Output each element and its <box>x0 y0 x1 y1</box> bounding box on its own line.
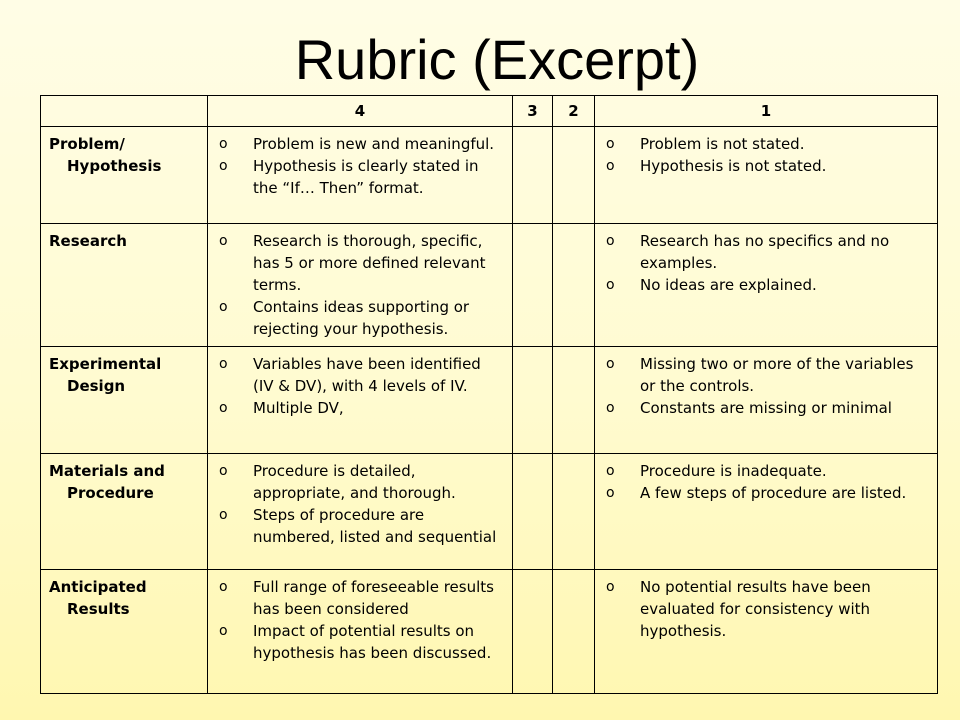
criteria-list <box>216 230 504 340</box>
criteria-item <box>603 230 929 274</box>
score-3-cell <box>513 127 553 224</box>
criteria-list <box>603 133 929 177</box>
rubric-body <box>41 127 938 694</box>
criteria-text: Contains ideas supporting or rejecting your hypothesis. <box>253 298 470 338</box>
criteria-text: Problem is not stated. <box>640 135 805 153</box>
criterion-label <box>41 454 208 570</box>
criterion-label <box>41 127 208 224</box>
score-3-cell <box>513 570 553 694</box>
criteria-list <box>216 353 504 419</box>
score-2-cell <box>553 127 595 224</box>
criterion-label-line1: Experimental <box>49 355 162 373</box>
criteria-text: Constants are missing or minimal <box>640 399 892 417</box>
header-cell-1: 1 <box>595 96 938 127</box>
score-2-cell <box>553 224 595 347</box>
criteria-text: Research is thorough, specific, has 5 or more defined relevant terms. <box>253 232 486 294</box>
criterion-label-line1: Anticipated <box>49 578 147 596</box>
bullet-icon: o <box>219 463 228 479</box>
rubric-row <box>41 224 938 347</box>
criterion-label-line2: Procedure <box>67 484 154 502</box>
criteria-item <box>603 155 929 177</box>
criteria-text: No potential results have been evaluated for consistency with hypothesis. <box>640 578 871 640</box>
score-4-cell <box>208 347 513 454</box>
criteria-list <box>603 230 929 296</box>
criteria-text: Multiple DV, <box>253 399 344 417</box>
bullet-icon: o <box>219 400 228 416</box>
score-2-cell <box>553 454 595 570</box>
criteria-list <box>603 460 929 504</box>
criteria-text: Full range of foreseeable results has been considered <box>253 578 494 618</box>
criterion-label-line2: Design <box>67 377 126 395</box>
score-4-cell <box>208 127 513 224</box>
rubric-table <box>40 95 938 694</box>
bullet-icon: o <box>219 233 228 249</box>
bullet-icon: o <box>606 233 615 249</box>
header-cell-criteria <box>41 96 208 127</box>
criteria-item <box>216 576 504 620</box>
criteria-text: Hypothesis is clearly stated in the “If… Then” format. <box>253 157 479 197</box>
score-1-cell <box>595 224 938 347</box>
criterion-label <box>41 224 208 347</box>
score-3-cell <box>513 347 553 454</box>
bullet-icon: o <box>606 485 615 501</box>
criteria-text: Steps of procedure are numbered, listed and sequential <box>253 506 497 546</box>
criteria-item <box>603 353 929 397</box>
rubric-row <box>41 454 938 570</box>
criterion-label-line2: Results <box>67 600 130 618</box>
bullet-icon: o <box>219 356 228 372</box>
criterion-label <box>41 347 208 454</box>
criteria-list <box>603 353 929 419</box>
criteria-item <box>216 230 504 296</box>
bullet-icon: o <box>219 623 228 639</box>
header-cell-3: 3 <box>513 96 553 127</box>
slide-title: Rubric (Excerpt) <box>294 28 700 91</box>
criteria-text: Variables have been identified (IV & DV), with 4 levels of IV. <box>253 355 481 395</box>
criteria-item <box>603 397 929 419</box>
criteria-text: Problem is new and meaningful. <box>253 135 495 153</box>
criterion-label-line1: Materials and <box>49 462 165 480</box>
rubric-row <box>41 570 938 694</box>
bullet-icon: o <box>606 579 615 595</box>
header-cell-4: 4 <box>208 96 513 127</box>
bullet-icon: o <box>219 158 228 174</box>
criteria-item <box>216 504 504 548</box>
score-1-cell <box>595 454 938 570</box>
criteria-item <box>216 296 504 340</box>
criteria-text: Procedure is inadequate. <box>640 462 827 480</box>
score-3-cell <box>513 454 553 570</box>
bullet-icon: o <box>219 299 228 315</box>
score-1-cell <box>595 127 938 224</box>
bullet-icon: o <box>606 400 615 416</box>
bullet-icon: o <box>606 158 615 174</box>
bullet-icon: o <box>606 463 615 479</box>
score-2-cell <box>553 347 595 454</box>
criteria-text: Procedure is detailed, appropriate, and thorough. <box>253 462 456 502</box>
bullet-icon: o <box>219 136 228 152</box>
bullet-icon: o <box>219 579 228 595</box>
rubric-row <box>41 127 938 224</box>
criteria-item <box>216 397 504 419</box>
score-4-cell <box>208 224 513 347</box>
criteria-item <box>216 353 504 397</box>
criterion-label-line1: Research <box>49 232 127 250</box>
criteria-text: A few steps of procedure are listed. <box>640 484 907 502</box>
criteria-item <box>603 576 929 642</box>
criteria-item <box>216 460 504 504</box>
criteria-item <box>603 133 929 155</box>
criteria-item <box>216 155 504 199</box>
criteria-text: Hypothesis is not stated. <box>640 157 827 175</box>
score-1-cell <box>595 570 938 694</box>
bullet-icon: o <box>606 136 615 152</box>
criteria-item <box>216 620 504 664</box>
criteria-item <box>216 133 504 155</box>
criteria-item <box>603 460 929 482</box>
criteria-item <box>603 274 929 296</box>
score-1-cell <box>595 347 938 454</box>
header-row <box>41 96 938 127</box>
criteria-list <box>216 460 504 548</box>
criteria-text: Impact of potential results on hypothesis has been discussed. <box>253 622 492 662</box>
criteria-text: No ideas are explained. <box>640 276 817 294</box>
criteria-list <box>603 576 929 642</box>
criteria-list <box>216 576 504 664</box>
score-4-cell <box>208 454 513 570</box>
criteria-item <box>603 482 929 504</box>
criteria-list <box>216 133 504 199</box>
bullet-icon: o <box>219 507 228 523</box>
criterion-label <box>41 570 208 694</box>
bullet-icon: o <box>606 356 615 372</box>
criterion-label-line1: Problem/ <box>49 135 125 153</box>
header-cell-2: 2 <box>553 96 595 127</box>
bullet-icon: o <box>606 277 615 293</box>
criterion-label-line2: Hypothesis <box>67 157 162 175</box>
criteria-text: Research has no specifics and no examples. <box>640 232 890 272</box>
criteria-text: Missing two or more of the variables or the controls. <box>640 355 914 395</box>
rubric-row <box>41 347 938 454</box>
score-2-cell <box>553 570 595 694</box>
score-4-cell <box>208 570 513 694</box>
score-3-cell <box>513 224 553 347</box>
